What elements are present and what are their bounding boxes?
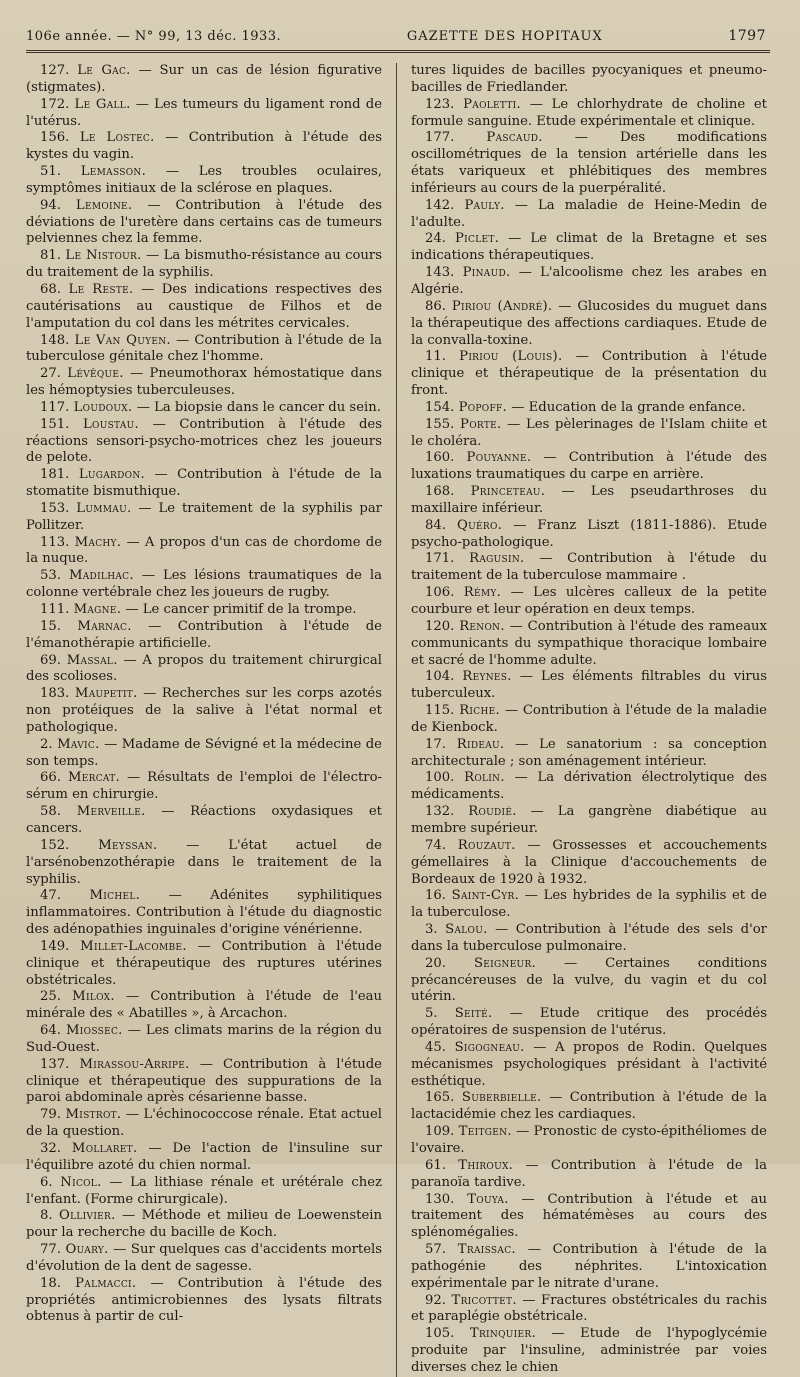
author-name: Ouary.: [65, 1242, 109, 1258]
author-name: Princeteau.: [470, 484, 546, 500]
thesis-title: — Franz Liszt (1811-1886). Etude psycho-pathologique.: [411, 517, 767, 550]
author-name: Pouyanne.: [466, 450, 532, 466]
entry-number: 77.: [40, 1242, 61, 1258]
thesis-entry: [411, 703, 767, 737]
thesis-title: — Contribution à l'étude des réactions sensori-psycho-motrices chez les joueurs de pelote.: [26, 416, 382, 466]
thesis-title: — De l'action de l'insuline sur l'équilibre azoté du chien normal.: [26, 1141, 382, 1173]
entry-number: 156.: [40, 130, 70, 146]
thesis-entry: [26, 1023, 382, 1057]
thesis-title: — Contribution à l'étude et au traitement des hématémèses au cours des splénomégalies.: [411, 1191, 767, 1241]
entry-number: 113.: [40, 534, 70, 550]
entry-number: 155.: [425, 416, 455, 432]
thesis-entry: [26, 619, 382, 653]
thesis-entry: [411, 1090, 767, 1124]
thesis-entry: [26, 939, 382, 990]
entry-number: 151.: [40, 416, 70, 432]
author-name: Lummau.: [76, 500, 132, 516]
author-name: Seité.: [454, 1006, 493, 1022]
thesis-entry: [411, 417, 767, 451]
right-column: [397, 63, 767, 1377]
author-name: Rideau.: [456, 736, 505, 752]
entry-number: 127.: [40, 63, 70, 78]
entry-number: 132.: [425, 804, 455, 820]
entry-number: 16.: [425, 888, 446, 904]
thesis-entry: [26, 97, 382, 131]
author-name: Meyssan.: [98, 837, 158, 853]
entry-number: 94.: [40, 197, 61, 213]
entry-number: 154.: [425, 399, 455, 415]
thesis-entry: [26, 282, 382, 333]
thesis-title: — Méthode et milieu de Loewenstein pour la recherche du bacille de Koch.: [26, 1208, 382, 1241]
thesis-title: — Adénites syphilitiques inflammatoires. Contribution à l'étude du diagnostic des adénopathies inguinales d'origine vénérienne.: [26, 888, 382, 938]
entry-number: 8.: [40, 1208, 53, 1224]
author-name: Seigneur.: [473, 955, 537, 971]
author-name: Ollivier.: [59, 1208, 116, 1224]
entry-number: 183.: [40, 686, 70, 702]
entry-number: 172.: [40, 96, 70, 112]
thesis-title: — Contribution à l'étude de la tuberculose génitale chez l'homme.: [26, 332, 382, 365]
entry-number: 153.: [40, 500, 70, 516]
thesis-title: — Fractures obstétricales du rachis et paraplégie obstétricale.: [411, 1292, 768, 1325]
author-name: Suberbielle.: [461, 1090, 542, 1106]
entry-number: 45.: [425, 1039, 446, 1055]
entry-number: 149.: [40, 938, 70, 954]
thesis-entry: [411, 265, 767, 299]
author-name: Porte.: [460, 416, 502, 432]
author-name: Renon.: [459, 618, 505, 634]
entry-number: 74.: [425, 837, 446, 853]
thesis-title: — Les troubles oculaires, symptômes initiaux de la sclérose en plaques.: [26, 164, 382, 196]
thesis-entry: [26, 989, 382, 1023]
entry-number: 20.: [425, 955, 446, 971]
author-name: Teitgen.: [458, 1124, 512, 1140]
entry-number: 69.: [40, 652, 61, 668]
entry-number: 6.: [40, 1174, 53, 1190]
thesis-title: — Contribution à l'étude de la paranoïa tardive.: [411, 1157, 767, 1190]
thesis-entry: [26, 1208, 382, 1242]
entry-number: 177.: [425, 130, 455, 146]
thesis-title: — Contribution à l'étude des déviations de l'uretère dans certains cas de tumeurs pelviennes chez la femme.: [26, 197, 382, 247]
thesis-title: — Contribution à l'étude de la stomatite bismuthique.: [26, 467, 382, 500]
thesis-entry: [411, 484, 767, 518]
thesis-title: — La dérivation électrolytique des médicaments.: [411, 770, 767, 803]
author-name: Le Gall.: [74, 96, 131, 112]
author-name: Thiroux.: [458, 1157, 514, 1173]
author-name: Magne.: [73, 602, 122, 617]
author-name: Rémy.: [463, 585, 502, 601]
author-name: Le Van Quyen.: [74, 332, 171, 348]
author-name: Mollaret.: [71, 1141, 138, 1156]
author-name: Trinquier.: [469, 1326, 536, 1342]
thesis-entry: [26, 501, 382, 535]
thesis-entry: [411, 450, 767, 484]
entry-number: 86.: [425, 298, 446, 314]
entry-number: 168.: [425, 484, 455, 500]
author-name: Piriou (Louis).: [459, 349, 563, 365]
entry-number: 117.: [40, 399, 70, 415]
author-name: Sigogneau.: [454, 1039, 525, 1055]
entry-number: 3.: [425, 922, 438, 938]
entry-number: 57.: [425, 1242, 446, 1258]
entry-number: 120.: [425, 618, 455, 634]
thesis-entry: [26, 737, 382, 771]
entry-number: 111.: [40, 602, 70, 617]
entry-number: 123.: [425, 96, 455, 112]
thesis-entry: [411, 97, 767, 131]
author-name: Pascaud.: [486, 130, 543, 146]
author-name: Touya.: [467, 1191, 509, 1207]
thesis-title: — Les lésions traumatiques de la colonne vertébrale chez les joueurs de rugby.: [26, 568, 382, 601]
thesis-entry: [411, 1293, 767, 1327]
author-name: Lugardon.: [78, 467, 145, 483]
author-name: Lemasson.: [80, 164, 147, 180]
thesis-title: — Contribution à l'étude de l'eau minérale des « Abatilles », à Arcachon.: [26, 989, 382, 1022]
author-name: Machy.: [74, 534, 122, 550]
thesis-title: tures liquides de bacilles pyocyaniques et pneumo-bacilles de Friedlander.: [411, 63, 767, 95]
entry-number: 105.: [425, 1326, 455, 1342]
author-name: Le Lostec.: [79, 130, 155, 146]
thesis-entry: [26, 1276, 382, 1327]
entry-number: 92.: [425, 1292, 446, 1308]
thesis-entry: [411, 518, 767, 552]
left-column: [26, 63, 397, 1377]
entry-number: 137.: [40, 1056, 70, 1072]
thesis-title: — Les ulcères calleux de la petite courbure et leur opération en deux temps.: [411, 585, 767, 617]
author-name: Madilhac.: [68, 568, 134, 584]
thesis-entry: [411, 400, 767, 417]
thesis-title: — A propos de Rodin. Quelques mécanismes psychologiques présidant à l'activité esthétique.: [411, 1039, 767, 1089]
thesis-entry: [26, 366, 382, 400]
thesis-entry: [26, 333, 382, 367]
author-name: Miossec.: [65, 1023, 123, 1039]
author-name: Le Nistour.: [65, 248, 142, 264]
entry-number: 148.: [40, 332, 70, 348]
entry-number: 115.: [425, 703, 455, 719]
entry-number: 100.: [425, 770, 455, 786]
entry-number: 181.: [40, 467, 70, 483]
thesis-title: — Le climat de la Bretagne et ses indications thérapeutiques.: [411, 231, 767, 264]
thesis-title: — Contribution à l'étude des rameaux communicants du sympathique thoracique lombaire et sacré de l'homme adulte.: [411, 618, 767, 668]
thesis-entry: [26, 248, 382, 282]
thesis-entry: [411, 888, 767, 922]
thesis-title: — Grossesses et accouchements gémellaires à la Clinique d'accouchements de Bordeaux de 1920 à 1932.: [411, 837, 767, 887]
thesis-title: — L'alcoolisme chez les arabes en Algérie.: [411, 265, 767, 297]
thesis-title: — La bismutho-résistance au cours du traitement de la syphilis.: [26, 248, 383, 281]
thesis-title: — Contribution à l'étude du traitement de la tuberculose mammaire .: [411, 551, 767, 584]
entry-number: 106.: [425, 585, 455, 601]
thesis-title: — A propos d'un cas de chordome de la nuque.: [26, 534, 382, 567]
text-columns: [26, 63, 770, 1377]
author-name: Salou.: [445, 922, 488, 938]
thesis-entry: [26, 804, 382, 838]
thesis-entry: [26, 686, 382, 737]
author-name: Loustau.: [82, 416, 140, 432]
author-name: Paoletti.: [463, 96, 522, 112]
thesis-title: — La gangrène diabétique au membre supérieur.: [411, 804, 767, 836]
thesis-title: — Les tumeurs du ligament rond de l'utérus.: [26, 96, 382, 129]
entry-number: 152.: [40, 837, 70, 853]
entry-number: 68.: [40, 281, 61, 297]
thesis-entry: [26, 198, 382, 249]
thesis-title: — Le traitement de la syphilis par Pollitzer.: [26, 500, 382, 533]
entry-number: 5.: [425, 1006, 438, 1022]
thesis-entry: [411, 198, 767, 232]
author-name: Le Gac.: [77, 63, 131, 78]
entry-number: 51.: [40, 164, 61, 180]
author-name: Ragusin.: [469, 551, 525, 567]
thesis-title: — Contribution à l'étude clinique et thérapeutique des ruptures utérines obstétricales.: [26, 938, 382, 988]
thesis-entry: [411, 1006, 767, 1040]
thesis-title: — Contribution à l'étude de la lactacidémie chez les cardiaques.: [411, 1090, 767, 1123]
thesis-entry: [26, 1141, 382, 1175]
entry-number: 27.: [40, 366, 61, 382]
author-name: Mistrot.: [65, 1107, 122, 1123]
thesis-title: — L'état actuel de l'arsénobenzothérapie dans le traitement de la syphilis.: [26, 837, 382, 887]
thesis-entry: [411, 551, 767, 585]
thesis-entry: [411, 737, 767, 771]
entry-number: 25.: [40, 989, 61, 1005]
author-name: Mercat.: [67, 770, 121, 786]
thesis-title: — Contribution à l'étude clinique et thérapeutique des suppurations de la paroi abdominale après césarienne basse.: [26, 1056, 382, 1106]
thesis-entry: [26, 130, 382, 164]
author-name: Michel.: [89, 888, 141, 904]
author-name: Mirassou-Arripe.: [79, 1056, 190, 1072]
thesis-title: — Certaines conditions précancéreuses de la vulve, du vagin et du col utérin.: [411, 955, 767, 1005]
thesis-entry: [411, 922, 767, 956]
thesis-entry: [411, 1124, 767, 1158]
thesis-title: — Recherches sur les corps azotés non protéiques de la salive à l'état normal et pathologique.: [26, 686, 382, 735]
author-name: Riche.: [459, 703, 500, 719]
thesis-entry: [411, 804, 767, 838]
entry-number: 79.: [40, 1107, 61, 1123]
author-name: Piriou (André).: [451, 298, 553, 314]
entry-number: 142.: [425, 197, 455, 213]
thesis-title: — Les climats marins de la région du Sud-Ouest.: [26, 1023, 382, 1055]
author-name: Pinaud.: [462, 265, 511, 281]
entry-number: 58.: [40, 804, 61, 820]
thesis-title: — Des modifications oscillométriques de la tension artérielle dans les états variqueux et phlébitiques des membres inférieurs au cours de la puerpéralité.: [411, 130, 767, 196]
author-name: Reynes.: [462, 669, 512, 685]
author-name: Rolin.: [464, 770, 505, 786]
thesis-title: — Des indications respectives des cautérisations au caustique de Filhos et de l'amputation du col dans les métrites cervicales.: [26, 281, 382, 331]
thesis-entry: [26, 838, 382, 889]
thesis-title: — Pneumothorax hémostatique dans les hémoptysies tuberculeuses.: [26, 366, 383, 399]
thesis-entry: [26, 535, 382, 569]
author-name: Marnac.: [77, 618, 132, 634]
author-name: Traissac.: [457, 1242, 516, 1258]
thesis-title: — Etude critique des procédés opératoires de suspension de l'utérus.: [411, 1006, 767, 1039]
author-name: Millet-Lacombe.: [80, 938, 187, 954]
thesis-title: — Contribution à l'étude de la maladie de Kienbock.: [411, 703, 767, 735]
thesis-entry: [411, 1158, 767, 1192]
thesis-entry: [26, 467, 382, 501]
thesis-entry: [411, 299, 767, 350]
thesis-title: — La lithiase rénale et urétérale chez l'enfant. (Forme chirurgicale).: [26, 1174, 382, 1207]
author-name: Saint-Cyr.: [451, 888, 520, 904]
thesis-title: — Glucosides du muguet dans la thérapeutique des affections cardiaques. Etude de la convalla-toxine.: [411, 298, 768, 348]
entry-number: 66.: [40, 770, 61, 786]
entry-number: 53.: [40, 568, 61, 584]
thesis-title: — Les éléments filtrables du virus tuberculeux.: [411, 669, 767, 702]
thesis-title: — La biopsie dans le cancer du sein.: [136, 399, 381, 415]
thesis-entry: [411, 1326, 767, 1377]
thesis-title: — Contribution à l'étude des propriétés antimicrobiennes des lysats filtrats obtenus à partir de cul-: [26, 1275, 382, 1325]
thesis-entry: [411, 349, 767, 400]
thesis-entry: [26, 63, 382, 97]
thesis-title: — Contribution à l'étude des kystes du vagin.: [26, 130, 382, 163]
entry-number: 61.: [425, 1157, 446, 1173]
thesis-title: — Les pseudarthroses du maxillaire inférieur.: [411, 484, 767, 516]
author-name: Rouzaut.: [457, 837, 516, 853]
thesis-entry: [411, 585, 767, 619]
author-name: Roudié.: [468, 804, 517, 820]
thesis-title: — Contribution à l'étude de la pathogénie des néphrites. L'intoxication expérimentale par le nitrate d'urane.: [411, 1242, 767, 1291]
thesis-title: — La maladie de Heine-Medin de l'adulte.: [411, 197, 767, 230]
thesis-title: — Le cancer primitif de la trompe.: [125, 602, 357, 617]
entry-number: 160.: [425, 450, 455, 466]
author-name: Milox.: [72, 989, 115, 1005]
thesis-entry: [411, 619, 767, 670]
thesis-entry: [26, 1242, 382, 1276]
author-name: Lévêque.: [67, 366, 124, 382]
entry-number: 143.: [425, 265, 455, 281]
entry-number: 84.: [425, 517, 446, 533]
entry-number: 64.: [40, 1023, 61, 1039]
thesis-entry: [411, 669, 767, 703]
thesis-title: — Sur quelques cas d'accidents mortels d'évolution de la dent de sagesse.: [26, 1242, 382, 1274]
thesis-title: — Les pèlerinages de l'Islam chiite et le choléra.: [411, 416, 767, 449]
author-name: Pauly.: [464, 197, 505, 213]
thesis-title: — Contribution à l'étude des luxations traumatiques du carpe en arrière.: [411, 450, 767, 483]
author-name: Lemoine.: [75, 197, 133, 213]
thesis-title: — Madame de Sévigné et la médecine de son temps.: [26, 736, 382, 769]
thesis-entry: [26, 400, 382, 417]
entry-number: 171.: [425, 551, 455, 567]
thesis-title: — Réactions oxydasiques et cancers.: [26, 804, 382, 836]
thesis-title: — Etude de l'hypoglycémie produite par l'insuline, administrée par voies diverses chez le chien: [411, 1326, 767, 1375]
thesis-entry: [26, 1175, 382, 1209]
thesis-entry: [26, 1057, 382, 1108]
issue-info: 106e année. — N° 99, 13 déc. 1933.: [26, 29, 282, 44]
thesis-entry: [26, 1107, 382, 1141]
thesis-title: — Les hybrides de la syphilis et de la tuberculose.: [411, 888, 767, 921]
thesis-title: — L'échinococcose rénale. Etat actuel de la question.: [26, 1107, 382, 1140]
entry-number: 130.: [425, 1191, 455, 1207]
thesis-title: — Contribution à l'étude de l'émanothérapie artificielle.: [26, 618, 382, 651]
thesis-entry: [411, 1192, 767, 1243]
entry-number: 165.: [425, 1090, 455, 1106]
thesis-entry: [26, 417, 382, 468]
thesis-title: — Contribution à l'étude clinique et thérapeutique de la présentation du front.: [411, 349, 767, 399]
author-name: Le Reste.: [68, 281, 134, 297]
thesis-entry: [26, 888, 382, 939]
author-name: Popoff.: [458, 399, 508, 415]
thesis-title: — Le sanatorium : sa conception architecturale ; son aménagement intérieur.: [411, 736, 767, 769]
thesis-entry: [411, 130, 767, 197]
thesis-entry: [26, 602, 382, 619]
thesis-title: — Résultats de l'emploi de l'électro-sérum en chirurgie.: [26, 770, 382, 803]
entry-number: 11.: [425, 349, 446, 365]
thesis-entry: [411, 231, 767, 265]
entry-number: 24.: [425, 231, 446, 247]
author-name: Mavic.: [57, 736, 100, 752]
author-name: Palmacci.: [75, 1275, 137, 1291]
author-name: Piclet.: [455, 231, 500, 247]
author-name: Merveille.: [76, 804, 146, 820]
author-name: Massal.: [66, 652, 118, 668]
entry-number: 17.: [425, 736, 446, 752]
thesis-entry: [26, 653, 382, 687]
thesis-title: — Sur un cas de lésion figurative (stigmates).: [26, 63, 382, 95]
thesis-title: — Le chlorhydrate de choline et formule sanguine. Etude expérimentale et clinique.: [411, 96, 767, 129]
thesis-title: — Pronostic de cysto-épithéliomes de l'ovaire.: [411, 1124, 767, 1156]
thesis-entry: [26, 568, 382, 602]
entry-number: 15.: [40, 618, 61, 634]
thesis-entry: [411, 1040, 767, 1091]
entry-number: 32.: [40, 1141, 61, 1156]
author-name: Tricottet.: [451, 1292, 517, 1308]
entry-number: 104.: [425, 669, 455, 685]
author-name: Quéro.: [457, 517, 503, 533]
thesis-entry: [411, 63, 767, 97]
entry-number: 47.: [40, 888, 61, 904]
author-name: Nicol.: [60, 1174, 102, 1190]
page-number: 1797: [728, 28, 766, 44]
thesis-entry: [411, 838, 767, 889]
author-name: Loudoux.: [73, 399, 133, 415]
thesis-entry: [411, 956, 767, 1007]
page-header: [26, 28, 770, 50]
thesis-title: — A propos du traitement chirurgical des scolioses.: [26, 652, 382, 685]
thesis-entry: [26, 164, 382, 198]
author-name: Maupetit.: [74, 686, 138, 702]
entry-number: 2.: [40, 736, 53, 752]
entry-number: 81.: [40, 248, 61, 264]
thesis-entry: [411, 1242, 767, 1293]
entry-number: 18.: [40, 1275, 61, 1291]
thesis-title: — Education de la grande enfance.: [511, 399, 746, 415]
thesis-title: — Contribution à l'étude des sels d'or dans la tuberculose pulmonaire.: [411, 922, 767, 954]
header-rule: [26, 50, 770, 51]
entry-number: 109.: [425, 1124, 455, 1140]
thesis-entry: [411, 770, 767, 804]
thesis-entry: [26, 770, 382, 804]
journal-title: GAZETTE DES HOPITAUX: [406, 29, 603, 44]
header-rule-secondary: [26, 52, 770, 53]
